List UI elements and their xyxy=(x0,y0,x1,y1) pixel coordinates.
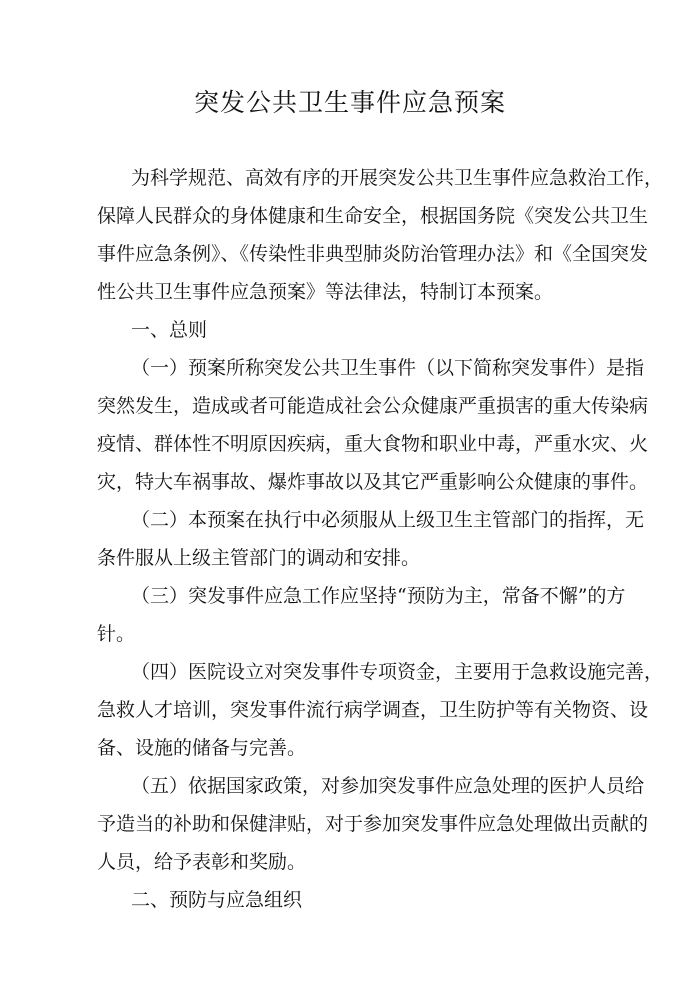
p3-line-2: 针。 xyxy=(97,623,136,645)
p2-line-2: 条件服从上级主管部门的调动和安排。 xyxy=(97,547,421,569)
section-heading-prevention: 二、预防与应急组织 xyxy=(131,889,303,911)
p4-line-2: 急救人才培训，突发事件流行病学调查，卫生防护等有关物资、设 xyxy=(97,699,649,721)
intro-line-2: 保障人民群众的身体健康和生命安全，根据国务院《突发公共卫生 xyxy=(97,205,649,227)
p4-line-3: 备、设施的储备与完善。 xyxy=(97,737,307,759)
p5-line-1: （五）依据国家政策，对参加突发事件应急处理的医护人员给 xyxy=(131,775,645,797)
document-title: 突发公共卫生事件应急预案 xyxy=(193,88,506,117)
p5-line-3: 人员，给予表彰和奖励。 xyxy=(97,851,307,873)
section-heading-general: 一、总则 xyxy=(131,319,208,341)
p5-line-2: 予造当的补助和保健津贴，对于参加突发事件应急处理做出贡献的 xyxy=(97,813,649,835)
intro-line-3: 事件应急条例》、《传染性非典型肺炎防治管理办法》和《全国突发 xyxy=(97,243,649,265)
p4-line-1: （四）医院设立对突发事件专项资金，主要用于急救设施完善， xyxy=(131,661,664,683)
p2-line-1: （二）本预案在执行中必须服从上级卫生主管部门的指挥，无 xyxy=(131,509,645,531)
p1-line-2: 突然发生，造成或者可能造成社会公众健康严重损害的重大传染病 xyxy=(97,395,649,417)
p1-line-4: 灾，特大车祸事故、爆炸事故以及其它严重影响公众健康的事件。 xyxy=(97,471,649,493)
intro-line-1: 为科学规范、高效有序的开展突发公共卫生事件应急救治工作， xyxy=(131,167,664,189)
p1-line-1: （一）预案所称突发公共卫生事件（以下简称突发事件）是指 xyxy=(131,357,645,379)
intro-line-4: 性公共卫生事件应急预案》等法律法，特制订本预案。 xyxy=(97,281,554,303)
p3-line-1: （三）突发事件应急工作应坚持“预防为主，常备不懈”的方 xyxy=(131,585,626,607)
p1-line-3: 疫情、群体性不明原因疾病，重大食物和职业中毒，严重水灾、火 xyxy=(97,433,649,455)
